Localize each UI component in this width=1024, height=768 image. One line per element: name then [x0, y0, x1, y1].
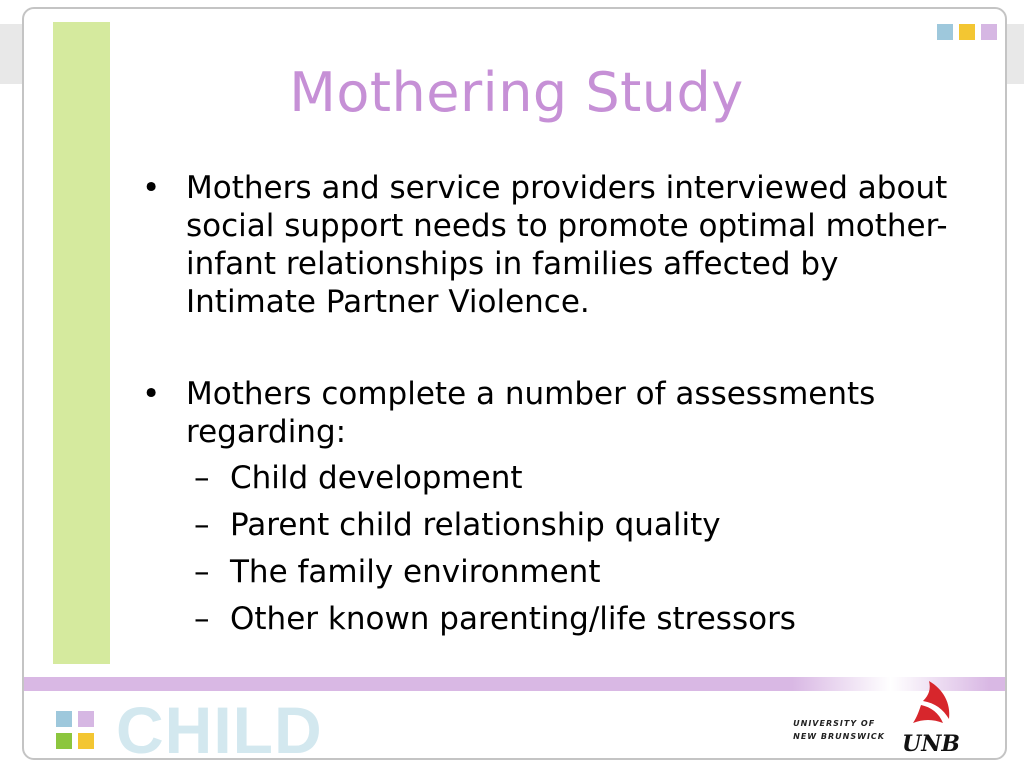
logo-square	[78, 733, 94, 749]
sub-bullet-marker: –	[194, 460, 210, 496]
unb-name	[793, 717, 885, 743]
child-logo-text: CHILD	[116, 693, 323, 760]
sub-bullet-marker: –	[194, 601, 210, 637]
background-strip-right	[1006, 24, 1024, 84]
sub-bullet-item	[142, 506, 972, 544]
unb-name-line1: UNIVERSITY OF	[793, 719, 876, 728]
bullet-item	[142, 375, 972, 451]
unb-sail-icon	[899, 679, 963, 737]
sub-bullet-text: Other known parenting/life stressors	[230, 601, 796, 637]
sub-bullet-item	[142, 553, 972, 591]
slide-title: Mothering Study	[289, 61, 744, 124]
bullet-text: Mothers and service providers interviewed about social support needs to promote optimal mother-infant relationships in families affected by Intimate Partner Violence.	[186, 170, 948, 320]
bullet-item	[142, 169, 972, 321]
sub-bullet-text: The family environment	[230, 554, 601, 590]
unb-abbreviation: UNB	[902, 731, 960, 757]
sub-bullet-item	[142, 459, 972, 497]
sub-bullet-text: Child development	[230, 460, 523, 496]
unb-logo	[793, 679, 963, 757]
background-strip-left	[0, 24, 24, 84]
unb-name-line2: NEW BRUNSWICK	[793, 732, 885, 741]
child-logo-squares	[56, 711, 94, 749]
logo-square	[56, 733, 72, 749]
sub-bullet-marker: –	[194, 554, 210, 590]
slide	[22, 7, 1007, 760]
child-logo	[56, 693, 323, 760]
bullet-marker: •	[142, 170, 161, 206]
square-yellow	[959, 24, 975, 40]
sub-bullet-item	[142, 600, 972, 638]
square-purple	[981, 24, 997, 40]
slide-content	[142, 169, 972, 647]
unb-emblem	[899, 679, 963, 757]
logo-square	[56, 711, 72, 727]
sub-bullet-text: Parent child relationship quality	[230, 507, 721, 543]
sub-bullet-list	[142, 459, 972, 638]
sub-bullet-marker: –	[194, 507, 210, 543]
square-blue	[937, 24, 953, 40]
bullet-text: Mothers complete a number of assessments regarding:	[186, 376, 876, 450]
bullet-marker: •	[142, 376, 161, 412]
decorative-squares	[937, 24, 997, 40]
logo-square	[78, 711, 94, 727]
